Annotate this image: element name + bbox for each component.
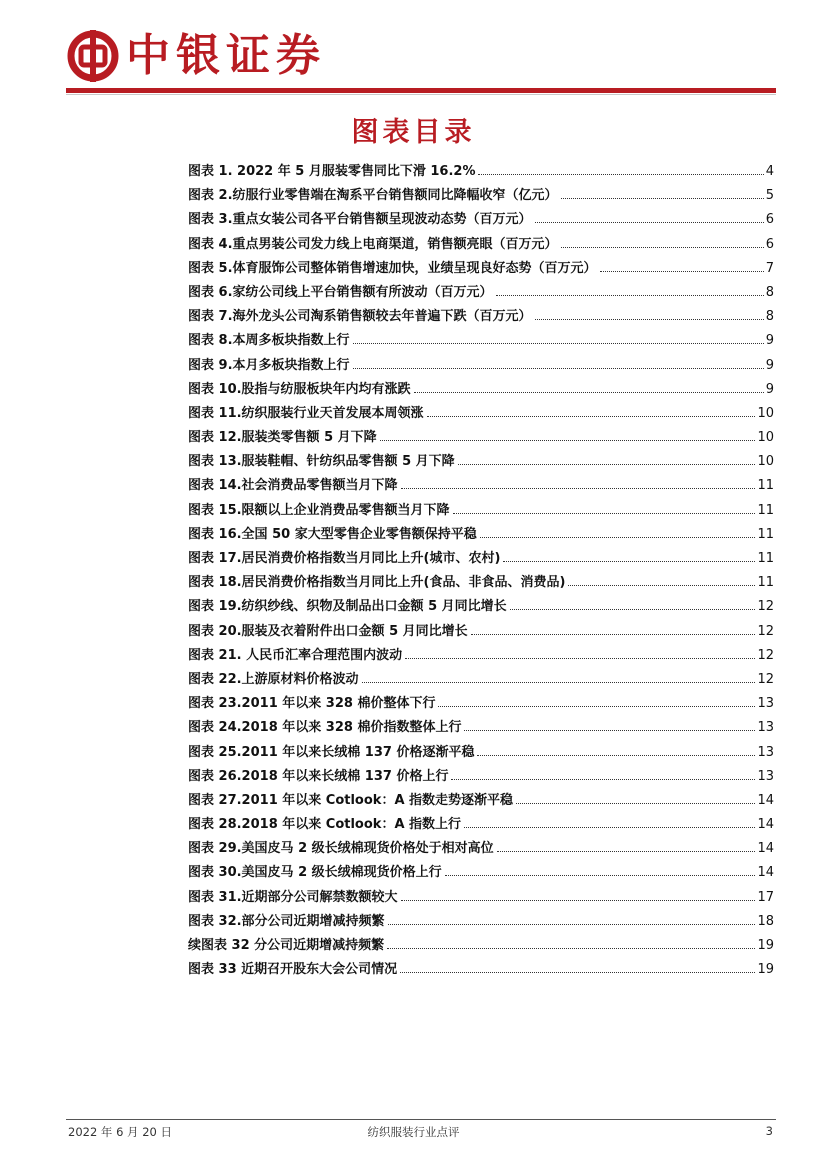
toc-entry-page[interactable]: 10 <box>757 454 774 470</box>
toc-entry-label[interactable]: 图表 3.重点女装公司各平台销售额呈现波动态势（百万元） <box>188 212 532 228</box>
toc-leader-dots <box>471 634 756 635</box>
toc-entry[interactable] <box>188 208 774 232</box>
toc-leader-dots <box>464 730 755 731</box>
toc-entry[interactable] <box>188 741 774 765</box>
toc-entry[interactable] <box>188 837 774 861</box>
toc-entry-page[interactable]: 11 <box>757 575 774 591</box>
toc-leader-dots <box>401 900 756 901</box>
toc-entry[interactable] <box>188 378 774 402</box>
toc-entry[interactable] <box>188 184 774 208</box>
toc-entry-page[interactable]: 14 <box>757 792 774 808</box>
footer-date: 2022 年 6 月 20 日 <box>68 1125 172 1139</box>
toc-entry[interactable] <box>188 886 774 910</box>
toc-leader-dots <box>438 706 755 707</box>
toc-entry-page[interactable]: 11 <box>757 478 774 494</box>
toc-entry[interactable] <box>188 934 774 958</box>
toc-leader-dots <box>480 537 756 538</box>
toc-entry-page[interactable]: 19 <box>757 962 774 978</box>
toc-entry-page[interactable]: 18 <box>757 913 774 929</box>
footer-report-type: 纺织服装行业点评 <box>367 1125 460 1139</box>
toc-entry-page[interactable]: 9 <box>765 381 774 397</box>
toc-entry[interactable] <box>188 813 774 837</box>
toc-leader-dots <box>561 198 764 199</box>
toc-leader-dots <box>477 755 755 756</box>
toc-leader-dots <box>478 174 763 175</box>
toc-entry[interactable] <box>188 595 774 619</box>
toc-entry-label[interactable]: 图表 19.纺织纱线、织物及制品出口金额 5 月同比增长 <box>188 599 507 615</box>
toc-leader-dots <box>400 972 755 973</box>
toc-entry-label[interactable]: 图表 30.美国皮马 2 级长绒棉现货价格上行 <box>188 865 442 881</box>
toc-entry-label[interactable]: 图表 24.2018 年以来 328 棉价指数整体上行 <box>188 720 462 736</box>
toc-entry-label[interactable]: 图表 9.本月多板块指数上行 <box>188 357 350 373</box>
toc-entry[interactable] <box>188 716 774 740</box>
toc-leader-dots <box>362 682 756 683</box>
toc-entry-label[interactable]: 图表 2.纺服行业零售端在淘系平台销售额同比降幅收窄（亿元） <box>188 188 558 204</box>
toc-entry-page[interactable]: 14 <box>757 865 774 881</box>
toc-entry-label[interactable]: 图表 27.2011 年以来 Cotlook：A 指数走势逐渐平稳 <box>188 792 514 808</box>
toc-entry-page[interactable]: 4 <box>765 164 774 179</box>
toc-leader-dots <box>401 488 756 489</box>
toc-entry-page[interactable]: 12 <box>757 623 774 639</box>
toc-entry-page[interactable]: 5 <box>765 188 774 204</box>
toc-leader-dots <box>414 392 764 393</box>
toc-entry-page[interactable]: 8 <box>765 284 774 300</box>
toc-leader-dots <box>453 513 756 514</box>
toc-entry[interactable] <box>188 765 774 789</box>
toc-entry[interactable] <box>188 571 774 595</box>
toc-entry[interactable] <box>188 474 774 498</box>
toc-entry-label[interactable]: 图表 10.股指与纺服板块年内均有涨跌 <box>188 381 411 397</box>
toc-leader-dots <box>387 948 755 949</box>
toc-entry-label[interactable]: 图表 11.纺织服装行业天首发展本周领涨 <box>188 405 424 421</box>
header-divider <box>66 88 776 93</box>
toc-entry-page[interactable]: 14 <box>757 841 774 857</box>
toc-leader-dots <box>561 247 764 248</box>
toc-leader-dots <box>496 295 764 296</box>
toc-entry-page[interactable]: 12 <box>757 647 774 663</box>
toc-entry-label[interactable]: 图表 28.2018 年以来 Cotlook：A 指数上行 <box>188 817 462 833</box>
toc-leader-dots <box>535 222 764 223</box>
toc-entry-label[interactable]: 图表 13.服装鞋帽、针纺织品零售额 5 月下降 <box>188 454 455 470</box>
toc-entry-label[interactable]: 图表 32.部分公司近期增减持频繁 <box>188 913 385 929</box>
toc-leader-dots <box>497 851 756 852</box>
toc-entry-page[interactable]: 9 <box>765 333 774 349</box>
toc-entry[interactable] <box>188 789 774 813</box>
header-divider-thin <box>66 94 776 95</box>
toc-leader-dots <box>516 803 755 804</box>
toc-entry-page[interactable]: 14 <box>757 817 774 833</box>
toc-entry-label[interactable]: 图表 25.2011 年以来长绒棉 137 价格逐渐平稳 <box>188 744 475 760</box>
toc-leader-dots <box>464 827 755 828</box>
toc-entry-label[interactable]: 图表 6.家纺公司线上平台销售额有所波动（百万元） <box>188 284 493 300</box>
toc-entry-label[interactable]: 图表 22.上游原材料价格波动 <box>188 671 359 687</box>
toc-leader-dots <box>445 875 756 876</box>
toc-entry-page[interactable]: 9 <box>765 357 774 373</box>
brand-name: 中银证券 <box>126 30 326 81</box>
toc-entry-page[interactable]: 17 <box>757 889 774 905</box>
toc-entry-label[interactable]: 图表 21. 人民币汇率合理范围内波动 <box>188 647 403 663</box>
footer-page-number: 3 <box>765 1124 773 1138</box>
page-header <box>0 0 827 100</box>
toc-entry-label[interactable]: 图表 20.服装及衣着附件出口金额 5 月同比增长 <box>188 623 468 639</box>
toc-leader-dots <box>458 464 756 465</box>
toc-entry[interactable] <box>188 861 774 885</box>
toc-entry-label[interactable]: 图表 26.2018 年以来长绒棉 137 价格上行 <box>188 768 449 784</box>
toc-entry-page[interactable]: 11 <box>757 502 774 518</box>
toc-entry[interactable] <box>188 668 774 692</box>
toc-entry-label[interactable]: 图表 12.服装类零售额 5 月下降 <box>188 430 377 446</box>
toc-entry[interactable] <box>188 547 774 571</box>
bank-of-china-logo-icon <box>67 30 119 82</box>
toc-entry-page[interactable]: 7 <box>765 260 774 276</box>
toc-entry[interactable] <box>188 257 774 281</box>
toc-entry[interactable] <box>188 958 774 982</box>
toc-entry-label[interactable]: 图表 29.美国皮马 2 级长绒棉现货价格处于相对高位 <box>188 841 494 857</box>
toc-entry-page[interactable]: 19 <box>757 938 774 953</box>
toc-entry-label[interactable]: 图表 15.限额以上企业消费品零售额当月下降 <box>188 502 450 518</box>
toc-leader-dots <box>353 368 764 369</box>
toc-entry-page[interactable]: 12 <box>757 599 774 615</box>
toc-entry-page[interactable]: 6 <box>765 212 774 228</box>
toc-entry-page[interactable]: 13 <box>757 744 774 760</box>
toc-leader-dots <box>451 779 755 780</box>
toc-leader-dots <box>568 585 755 586</box>
toc-entry-page[interactable]: 11 <box>757 526 774 542</box>
toc-leader-dots <box>353 343 764 344</box>
toc-entry-label[interactable]: 图表 8.本周多板块指数上行 <box>188 333 350 349</box>
toc-leader-dots <box>380 440 756 441</box>
toc-entry[interactable] <box>188 620 774 644</box>
page-title: 图表目录 <box>351 117 476 148</box>
toc-entry-label[interactable]: 图表 23.2011 年以来 328 棉价整体下行 <box>188 696 436 712</box>
toc-entry[interactable] <box>188 644 774 668</box>
toc-leader-dots <box>535 319 764 320</box>
toc-entry[interactable] <box>188 329 774 353</box>
toc-entry[interactable] <box>188 450 774 474</box>
toc-entry[interactable] <box>188 281 774 305</box>
toc-entry-page[interactable]: 13 <box>757 696 774 712</box>
toc-entry-label[interactable]: 图表 33 近期召开股东大会公司情况 <box>188 962 398 978</box>
table-of-figures <box>188 160 774 982</box>
toc-leader-dots <box>510 609 756 610</box>
toc-entry-label[interactable]: 图表 14.社会消费品零售额当月下降 <box>188 478 398 494</box>
toc-entry-page[interactable]: 10 <box>757 405 774 421</box>
toc-entry-page[interactable]: 6 <box>765 236 774 252</box>
toc-entry[interactable] <box>188 354 774 378</box>
toc-entry[interactable] <box>188 499 774 523</box>
toc-leader-dots <box>405 658 755 659</box>
toc-entry-label[interactable]: 图表 4.重点男装公司发力线上电商渠道，销售额亮眼（百万元） <box>188 236 558 252</box>
footer-divider <box>66 1119 776 1120</box>
toc-entry[interactable] <box>188 910 774 934</box>
toc-entry-page[interactable]: 13 <box>757 768 774 784</box>
toc-entry[interactable] <box>188 160 774 184</box>
toc-entry-label[interactable]: 图表 17.居民消费价格指数当月同比上升(城市、农村) <box>188 551 501 566</box>
toc-leader-dots <box>503 561 755 562</box>
toc-entry[interactable] <box>188 305 774 329</box>
toc-entry-page[interactable]: 12 <box>757 671 774 687</box>
toc-entry[interactable] <box>188 523 774 547</box>
toc-entry[interactable] <box>188 233 774 257</box>
toc-entry-label[interactable]: 图表 18.居民消费价格指数当月同比上升(食品、非食品、消费品) <box>188 575 566 591</box>
toc-entry-label[interactable]: 图表 31.近期部分公司解禁数额较大 <box>188 889 398 905</box>
toc-entry-label[interactable]: 图表 16.全国 50 家大型零售企业零售额保持平稳 <box>188 526 477 542</box>
toc-entry[interactable] <box>188 692 774 716</box>
toc-entry-page[interactable]: 10 <box>757 430 774 446</box>
toc-leader-dots <box>427 416 756 417</box>
toc-entry[interactable] <box>188 402 774 426</box>
toc-entry-label[interactable]: 图表 7.海外龙头公司淘系销售额较去年普遍下跌（百万元） <box>188 309 532 325</box>
toc-leader-dots <box>600 271 764 272</box>
toc-entry-page[interactable]: 8 <box>765 309 774 325</box>
toc-entry-page[interactable]: 11 <box>757 551 774 566</box>
toc-entry-page[interactable]: 13 <box>757 720 774 736</box>
toc-entry-label[interactable]: 续图表 32 分公司近期增减持频繁 <box>188 938 385 953</box>
toc-entry-label[interactable]: 图表 1. 2022 年 5 月服装零售同比下滑 16.2% <box>188 164 476 179</box>
toc-entry-label[interactable]: 图表 5.体育服饰公司整体销售增速加快，业绩呈现良好态势（百万元） <box>188 260 597 276</box>
toc-leader-dots <box>388 924 756 925</box>
toc-entry[interactable] <box>188 426 774 450</box>
